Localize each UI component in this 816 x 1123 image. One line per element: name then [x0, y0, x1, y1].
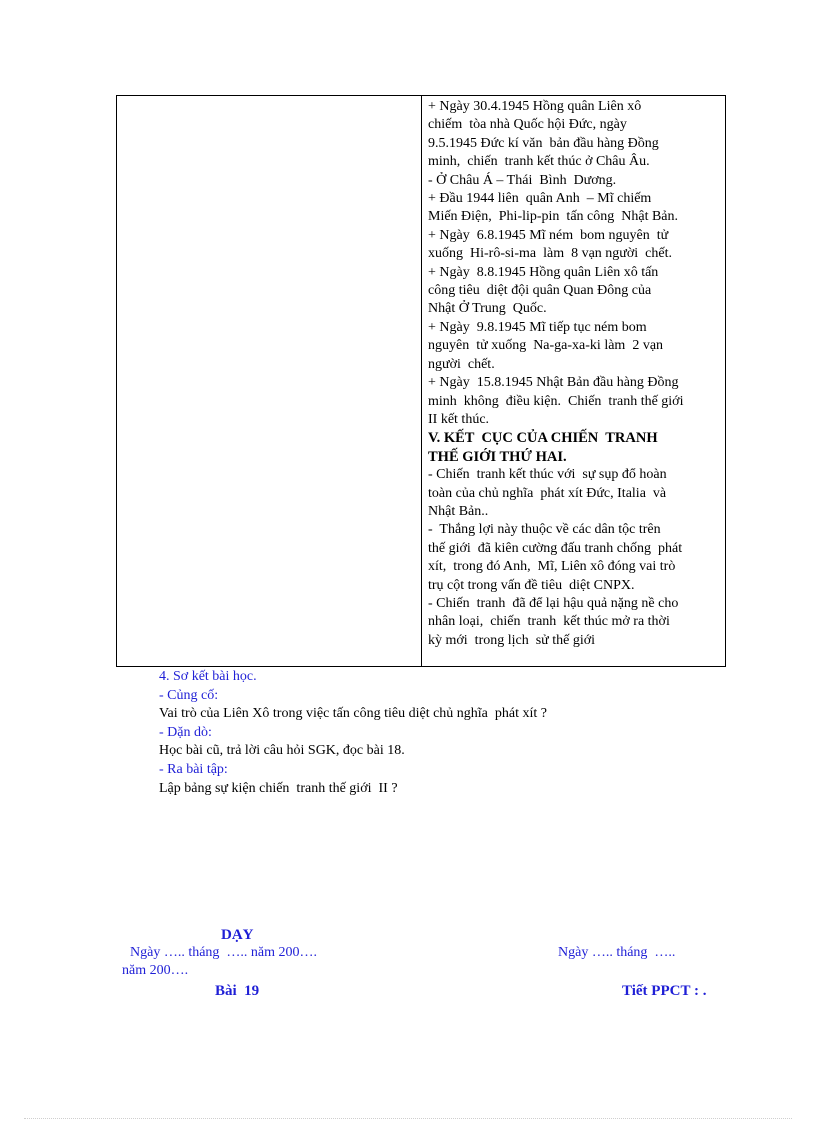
- date-left: Ngày ….. tháng ….. năm 200….: [130, 945, 318, 960]
- table-right-cell: [428, 98, 726, 650]
- text-line: - Chiến tranh kết thúc với sự sụp đổ hoàn: [428, 467, 667, 483]
- text-line: THẾ GIỚI THỨ HAI.: [428, 448, 567, 465]
- page-bottom-divider: [24, 1118, 792, 1119]
- text-line: nhân loại, chiến tranh kết thúc mở ra thời: [428, 614, 670, 630]
- exercise-label: - Ra bài tập:: [159, 761, 228, 777]
- text-line: + Ngày 15.8.1945 Nhật Bản đầu hàng Đồng: [428, 375, 679, 391]
- period-label: Tiết PPCT : .: [622, 983, 707, 999]
- text-line: + Đầu 1944 liên quân Anh – Mĩ chiếm: [428, 191, 652, 207]
- text-line: trụ cột trong vấn đề tiêu diệt CNPX.: [428, 577, 635, 593]
- consolidate-text: Vai trò của Liên Xô trong việc tấn công tiêu diệt chủ nghĩa phát xít ?: [159, 706, 547, 722]
- text-line: Nhật Bản..: [428, 503, 489, 519]
- text-line: - Ở Châu Á – Thái Bình Dương.: [428, 172, 617, 188]
- text-line: nguyên tử xuống Na-ga-xa-ki làm 2 vạn: [428, 338, 664, 354]
- consolidate-label: - Củng cố:: [159, 687, 219, 703]
- text-line: xít, trong đó Anh, Mĩ, Liên xô đóng vai trò: [428, 559, 676, 575]
- text-line: Nhật Ở Trung Quốc.: [428, 301, 547, 317]
- text-line: Miến Điện, Phi-lip-pin tấn công Nhật Bản.: [428, 209, 679, 225]
- text-line: toàn của chủ nghĩa phát xít Đức, Italia và: [428, 485, 667, 501]
- lesson-summary: [159, 668, 719, 798]
- day-label: DẠY: [221, 927, 254, 943]
- events-text: [428, 98, 726, 429]
- lesson-number: Bài 19: [215, 983, 260, 999]
- text-line: người chết.: [428, 356, 495, 372]
- text-line: II kết thúc.: [428, 411, 490, 427]
- text-line: + Ngày 30.4.1945 Hồng quân Liên xô: [428, 99, 642, 114]
- text-line: minh không điều kiện. Chiến tranh thế giới: [428, 393, 684, 409]
- conclusion-text: [428, 466, 726, 650]
- homework-text: Học bài cũ, trả lời câu hỏi SGK, đọc bài 18.: [159, 743, 405, 759]
- text-line: minh, chiến tranh kết thúc ở Châu Âu.: [428, 154, 650, 170]
- text-line: - Chiến tranh đã để lại hậu quả nặng nề cho: [428, 595, 679, 611]
- text-line: V. KẾT CỤC CỦA CHIẾN TRANH: [428, 430, 658, 447]
- text-line: + Ngày 8.8.1945 Hồng quân Liên xô tấn: [428, 264, 659, 280]
- text-line: chiếm tòa nhà Quốc hội Đức, ngày: [428, 117, 627, 133]
- text-line: 9.5.1945 Đức kí văn bản đầu hàng Đồng: [428, 135, 659, 151]
- section-heading: [428, 429, 726, 466]
- text-line: + Ngày 9.8.1945 Mĩ tiếp tục ném bom: [428, 319, 647, 335]
- text-line: xuống Hi-rô-si-ma làm 8 vạn người chết.: [428, 246, 672, 262]
- homework-label: - Dặn dò:: [159, 724, 212, 740]
- exercise-text: Lập bảng sự kiện chiến tranh thế giới II ?: [159, 780, 398, 796]
- text-line: kỳ mới trong lịch sử thế giới: [428, 632, 596, 648]
- summary-title: 4. Sơ kết bài học.: [159, 669, 257, 684]
- text-line: + Ngày 6.8.1945 Mĩ ném bom nguyên tử: [428, 227, 669, 243]
- text-line: thế giới đã kiên cường đấu tranh chống phát: [428, 540, 683, 556]
- text-line: công tiêu diệt đội quân Quan Đông của: [428, 283, 652, 299]
- text-line: - Thắng lợi này thuộc về các dân tộc trên: [428, 522, 661, 538]
- date-right: Ngày ….. tháng …..: [558, 945, 676, 960]
- content-table: [116, 95, 726, 667]
- date-right-continued: năm 200….: [122, 963, 189, 978]
- column-divider: [421, 96, 422, 666]
